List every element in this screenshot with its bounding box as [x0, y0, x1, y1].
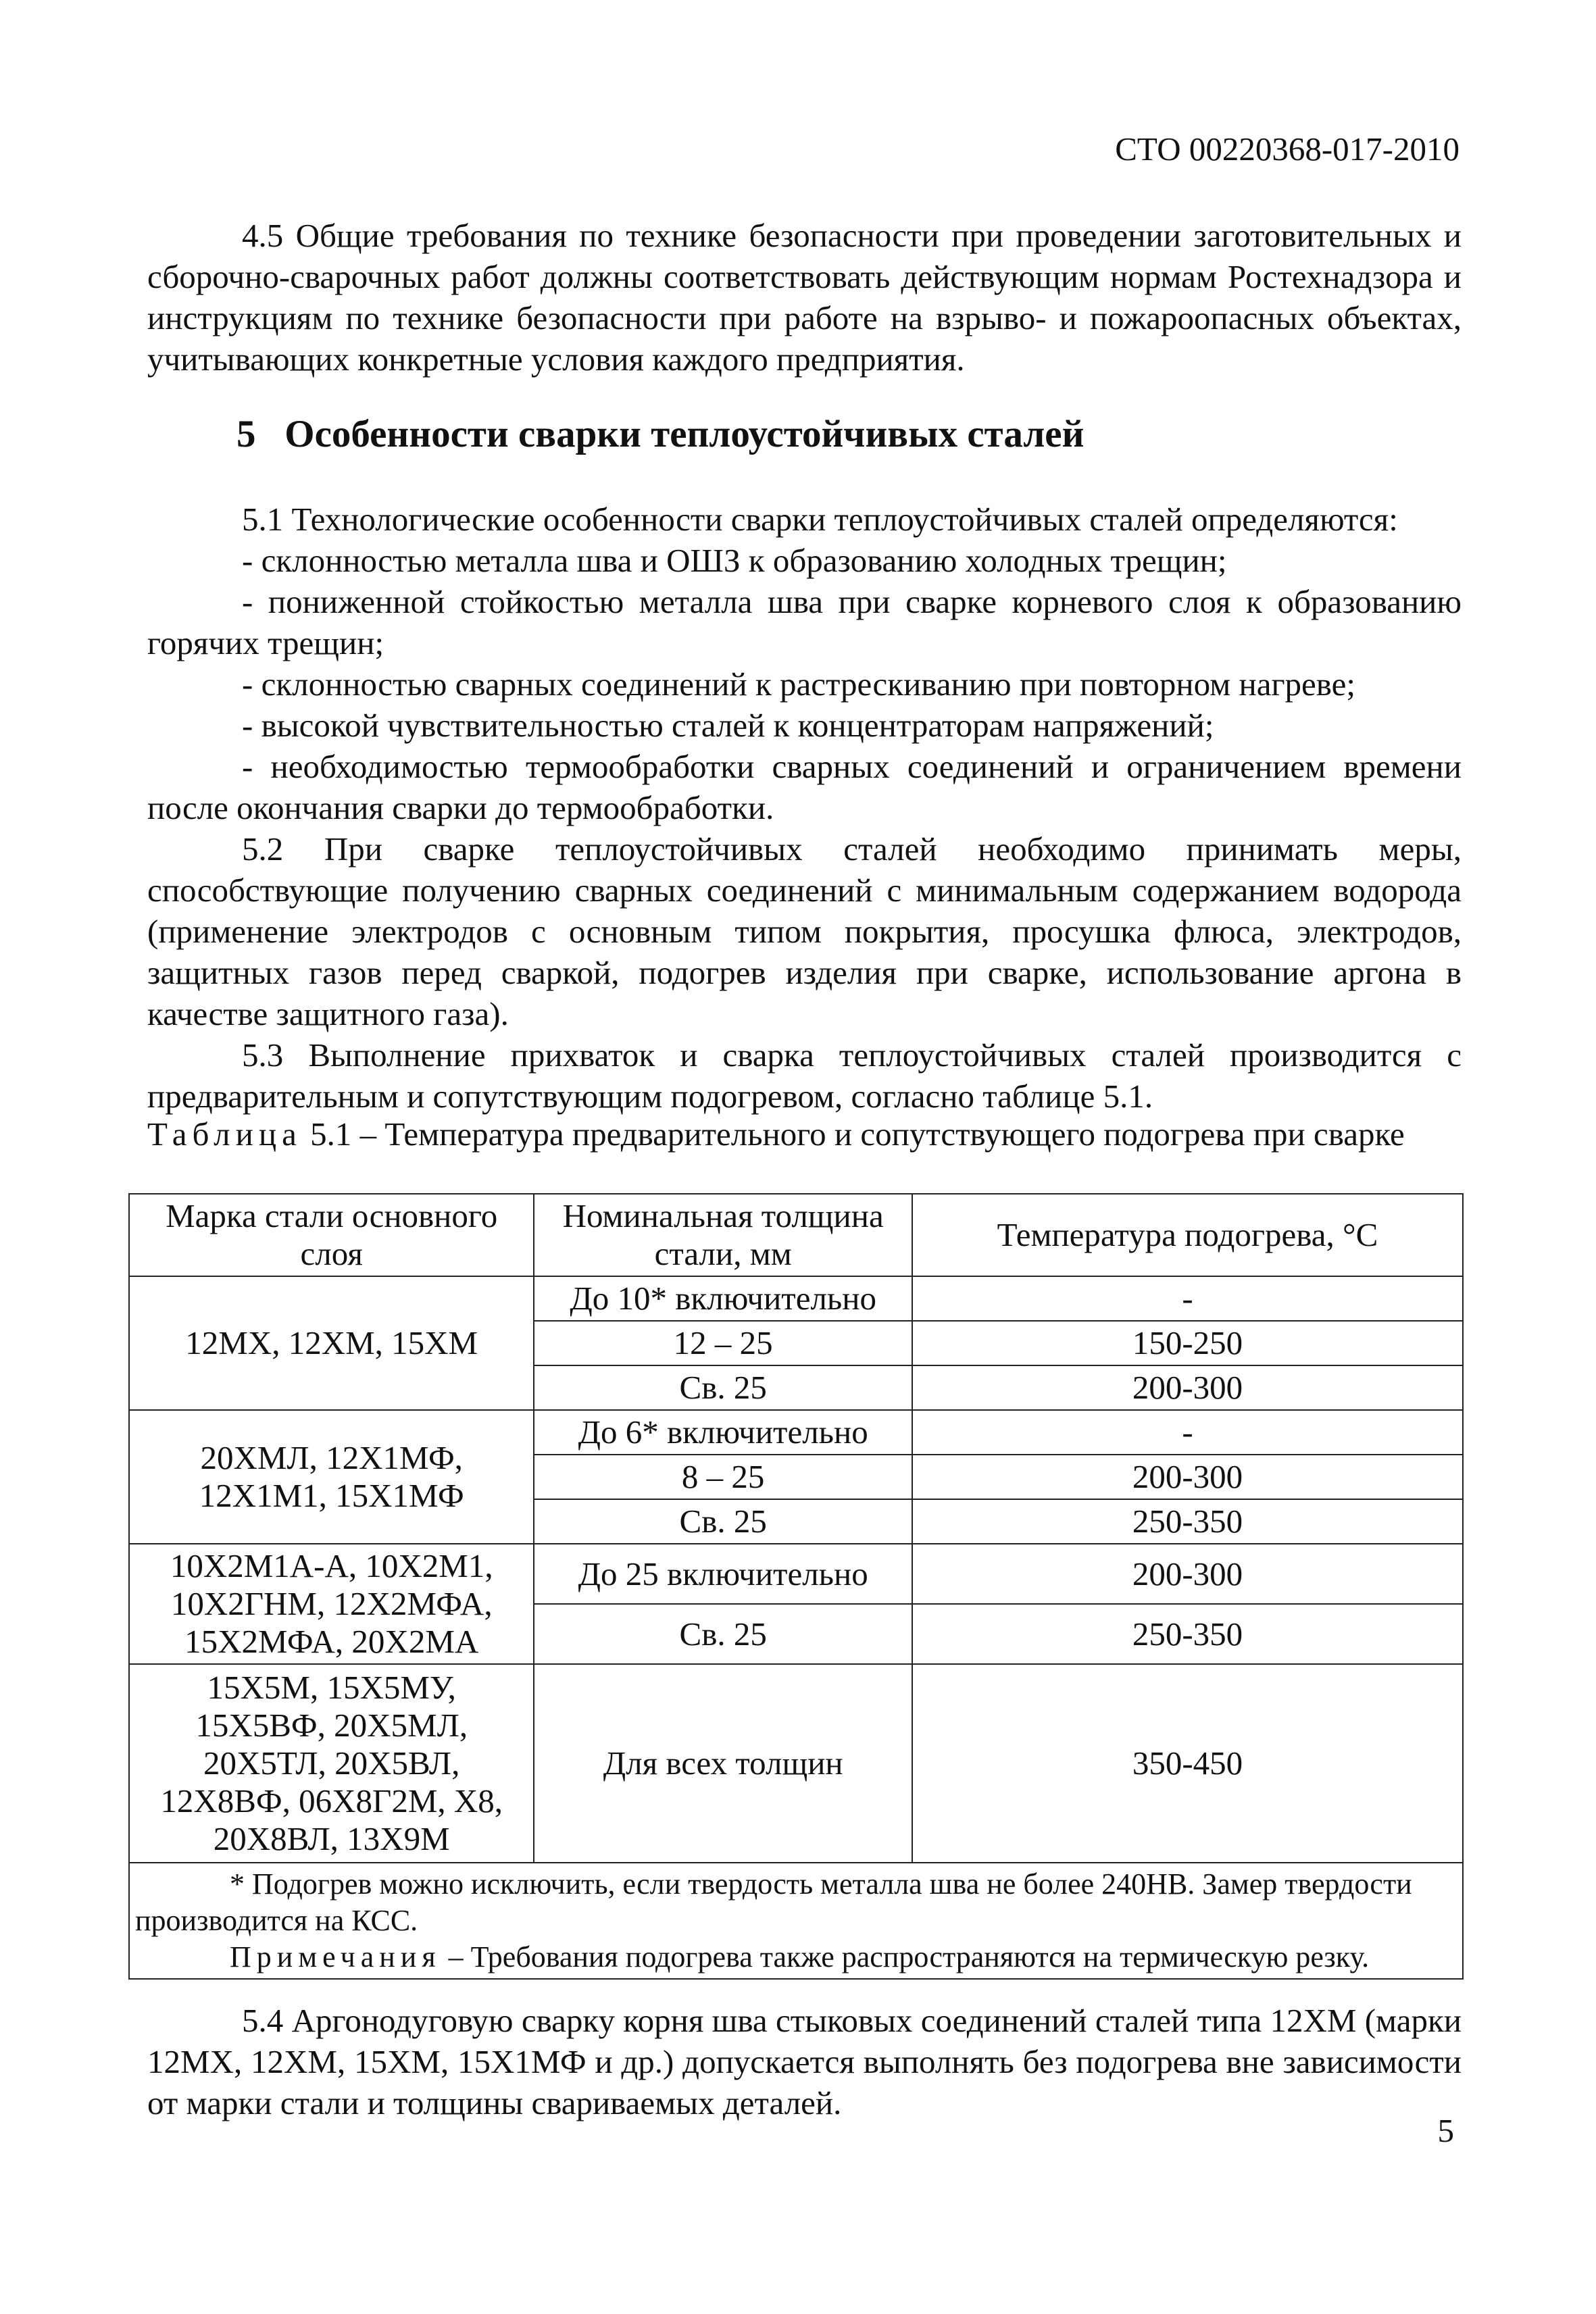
- thickness-cell: До 6* включительно: [534, 1410, 912, 1455]
- note-text: – Требования подогрева также распространяются на термическую резку.: [441, 1940, 1370, 1973]
- table-row: [129, 1544, 1463, 1604]
- paragraph-5-1: 5.1 Технологические особенности сварки теплоустойчивых сталей определяются:: [242, 501, 1398, 538]
- section-5-title: 5 Особенности сварки теплоустойчивых сталей: [236, 413, 1084, 455]
- paragraph-4-5-text: 4.5 Общие требования по технике безопасности при проведении заготовительных и сборочно-сварочных работ должны соответствовать действующим нормам Ростехнадзора и инструкциям по технике безопасности при работе на взрыво- и пожароопасных объектах, учитывающих конкретные условия каждого предприятия.: [147, 217, 1462, 378]
- header-temperature: Температура подогрева, °С: [912, 1194, 1463, 1276]
- paragraph-5-4: 5.4 Аргонодуговую сварку корня шва стыковых соединений сталей типа 12ХМ (марки 12МХ, 12ХМ, 15ХМ, 15Х1МФ и др.) допускается выполнять без подогрева вне зависимости от марки стали и толщины свариваемых деталей.: [147, 2002, 1462, 2121]
- list-item: - пониженной стойкостью металла шва при сварке корневого слоя к образованию горячих трещин;: [147, 583, 1462, 661]
- table-caption-label: Таблица: [147, 1115, 302, 1153]
- temperature-cell: 200-300: [912, 1544, 1463, 1604]
- steel-grade-cell: 10Х2М1А-А, 10Х2М1, 10Х2ГНМ, 12Х2МФА, 15Х2МФА, 20Х2МА: [129, 1544, 534, 1664]
- table-row: [129, 1410, 1463, 1455]
- steel-grade-cell: 12МХ, 12ХМ, 15ХМ: [129, 1276, 534, 1410]
- steel-grade-cell: 15Х5М, 15Х5МУ, 15Х5ВФ, 20Х5МЛ, 20Х5ТЛ, 20Х5ВЛ, 12Х8ВФ, 06Х8Г2М, Х8, 20Х8ВЛ, 13Х9М: [129, 1664, 534, 1863]
- thickness-cell: 12 – 25: [534, 1321, 912, 1365]
- paragraph-4-5: [147, 215, 1462, 380]
- steel-grade-cell: 20ХМЛ, 12Х1МФ, 12Х1М1, 15Х1МФ: [129, 1410, 534, 1544]
- table-footnote: * Подогрев можно исключить, если твердость металла шва не более 240НВ. Замер твердости производится на КСС.: [135, 1867, 1412, 1937]
- table-notes-cell: [129, 1863, 1463, 1979]
- thickness-cell: До 10* включительно: [534, 1276, 912, 1321]
- temperature-cell: -: [912, 1276, 1463, 1321]
- table-caption: [147, 1115, 1462, 1153]
- list-item: - высокой чувствительностью сталей к концентраторам напряжений;: [242, 707, 1214, 744]
- list-item: - склонностью сварных соединений к растрескиванию при повторном нагреве;: [242, 665, 1356, 703]
- temperature-cell: 250-350: [912, 1499, 1463, 1544]
- thickness-cell: До 25 включительно: [534, 1544, 912, 1604]
- header-steel-grade: Марка стали основного слоя: [129, 1194, 534, 1276]
- paragraph-5-3: 5.3 Выполнение прихваток и сварка теплоустойчивых сталей производится с предварительным и сопутствующим подогревом, согласно таблице 5.1.: [147, 1036, 1462, 1115]
- table-row: [129, 1664, 1463, 1863]
- temperature-cell: 200-300: [912, 1455, 1463, 1499]
- note-label: Примечания: [230, 1940, 441, 1973]
- table-row: [129, 1276, 1463, 1321]
- thickness-cell: Св. 25: [534, 1365, 912, 1410]
- table-note: [135, 1939, 1457, 1976]
- thickness-cell: Св. 25: [534, 1499, 912, 1544]
- thickness-cell: 8 – 25: [534, 1455, 912, 1499]
- page-number: 5: [1437, 2112, 1454, 2149]
- preheat-table: [128, 1193, 1464, 1980]
- section-5-body: [147, 499, 1462, 1117]
- table-header-row: [129, 1194, 1463, 1276]
- temperature-cell: 200-300: [912, 1365, 1463, 1410]
- document-code: СТО 00220368-017-2010: [1115, 130, 1460, 168]
- paragraph-5-2: 5.2 При сварке теплоустойчивых сталей необходимо принимать меры, способствующие получению сварных соединений с минимальным содержанием водорода (применение электродов с основным типом покрытия, просушка флюса, электродов, защитных газов перед сваркой, подогрев изделия при сварке, использование аргона в качестве защитного газа).: [147, 830, 1462, 1032]
- thickness-cell: Св. 25: [534, 1604, 912, 1664]
- temperature-cell: -: [912, 1410, 1463, 1455]
- table-caption-text: 5.1 – Температура предварительного и сопутствующего подогрева при сварке: [301, 1115, 1405, 1153]
- list-item: - склонностью металла шва и ОШЗ к образованию холодных трещин;: [242, 542, 1227, 579]
- temperature-cell: 350-450: [912, 1664, 1463, 1863]
- header-thickness: Номинальная толщина стали, мм: [534, 1194, 912, 1276]
- thickness-cell: Для всех толщин: [534, 1664, 912, 1863]
- temperature-cell: 250-350: [912, 1604, 1463, 1664]
- paragraph-5-4-block: [147, 2000, 1462, 2123]
- list-item: - необходимостью термообработки сварных соединений и ограничением времени после окончания сварки до термообработки.: [147, 748, 1462, 826]
- temperature-cell: 150-250: [912, 1321, 1463, 1365]
- table-notes-row: [129, 1863, 1463, 1979]
